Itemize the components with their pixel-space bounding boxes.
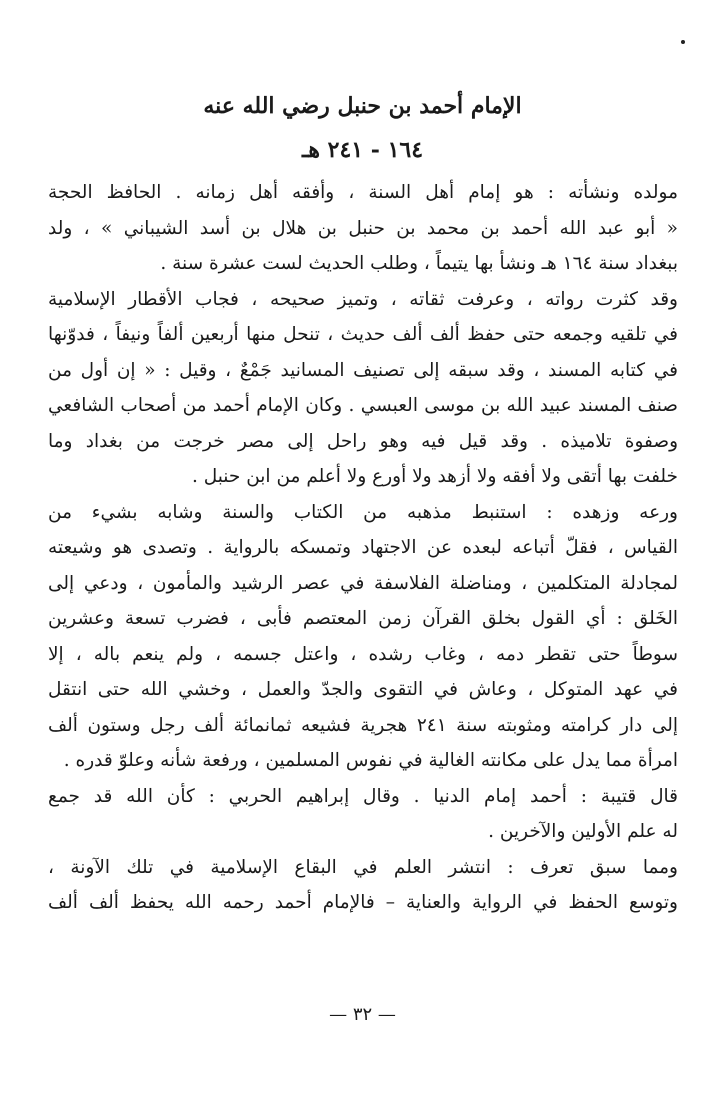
chapter-dates: ١٦٤ - ٢٤١ هـ [301,137,424,163]
text-line: امرأة مما يدل على مكانته الغالية في نفوس المسلمين ، ورفعة شأنه وعلوّ قدره . [63,750,678,771]
text-line: خلفت بها أتقى ولا أفقه ولا أزهد ولا أورع ولا أعلم من ابن حنبل . [191,466,678,487]
text-line: القياس ، فقلّ أتباعه لبعده عن الاجتهاد وتمسكه بالرواية . وتصدى هو وشيعته [48,537,678,558]
text-line: ببغداد سنة ١٦٤ هـ ونشأ بها يتيماً ، وطلب الحديث لست عشرة سنة . [160,253,678,274]
text-line: له علم الأولين والآخرين . [488,821,678,842]
text-line: وصفوة تلاميذه . وقد قيل فيه وهو راحل إلى مصر خرجت من بغداد وما [48,430,678,452]
text-line: في عهد المتوكل ، وعاش في التقوى والجدّ والعمل ، وخشي الله حتى انتقل [48,679,678,700]
text-line: مولده ونشأته : هو إمام أهل السنة ، وأفقه أهل زمانه . الحافظ الحجة [48,182,678,203]
text-line: وقد كثرت رواته ، وعرفت ثقاته ، وتميز صحيحه ، فجاب الأقطار الإسلامية [48,288,678,310]
text-line: في تلقيه وجمعه حتى حفظ ألف ألف حديث ، تنحل منها أربعين ألفاً ونيفاً ، فدوّنها [48,324,678,345]
text-line: « أبو عبد الله أحمد بن محمد بن حنبل بن هلال بن أسد الشيباني » ، ولد [48,217,678,239]
text-line: ومما سبق تعرف : انتشر العلم في البقاع الإسلامية في تلك الآونة ، [48,856,678,878]
page-number: — ٣٢ — [329,1004,396,1025]
text-line: سوطاً حتى تقطر دمه ، وغاب رشده ، واعتل جسمه ، ولم ينعم باله ، إلا [48,643,678,665]
margin-dot [681,40,685,44]
text-line: لمجادلة المتكلمين ، ومناضلة الفلاسفة في عصر الرشيد والمأمون ، ودعي إلى [48,572,678,594]
chapter-title: الإمام أحمد بن حنبل رضي الله عنه [203,93,522,119]
text-line: الخَلق : أي القول بخلق القرآن زمن المعتصم فأبى ، فضرب تسعة وعشرين [48,608,678,629]
text-line: وتوسع الحفظ في الرواية والعناية – فالإمام أحمد رحمه الله يحفظ ألف ألف [48,892,678,913]
text-line: في كتابه المسند ، وقد سبقه إلى تصنيف المسانيد جَمْعٌ ، وقيل : « إن أول من [48,359,678,381]
text-line: قال قتيبة : أحمد إمام الدنيا . وقال إبراهيم الحربي : كأن الله قد جمع [48,785,678,807]
text-line: ورعه وزهده : استنبط مذهبه من الكتاب والسنة وشابه بشيء من [48,501,678,523]
text-line: صنف المسند عبيد الله بن موسى العبسي . وكان الإمام أحمد من أصحاب الشافعي [48,395,678,416]
body-text [48,175,678,921]
text-line: إلى دار كرامته ومثوبته سنة ٢٤١ هجرية فشيعه ثمانمائة ألف رجل وستون ألف [48,714,678,736]
